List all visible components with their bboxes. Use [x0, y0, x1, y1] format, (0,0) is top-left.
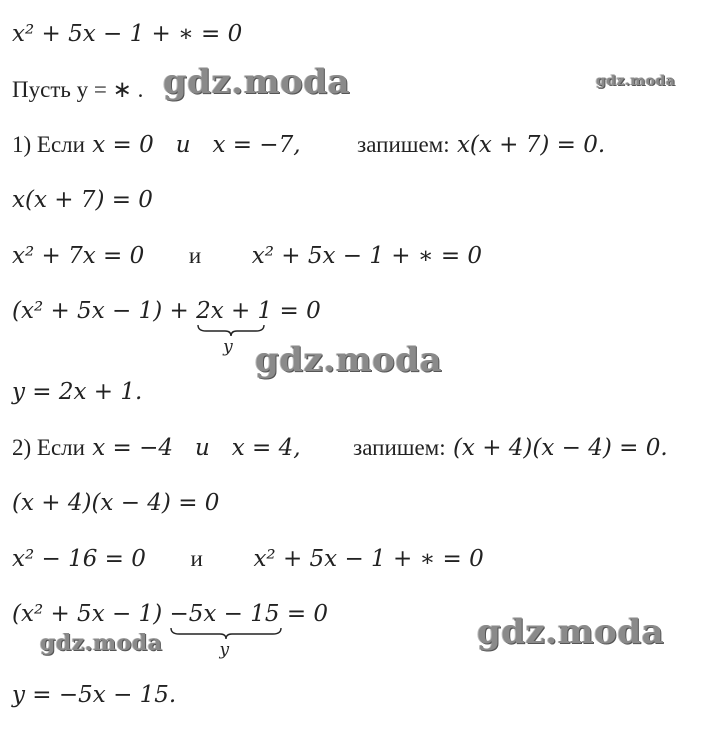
watermark-logo: gdz.moda — [255, 340, 443, 380]
case-2-write-label: запишем: — [353, 435, 446, 460]
equation-pair-2 — [12, 545, 484, 573]
watermark-logo-small: gdz.moda — [596, 73, 676, 89]
case-2-step: 2) Если — [12, 435, 85, 460]
case-1-heading — [12, 131, 605, 159]
case-1-step: 1) Если — [12, 132, 85, 157]
braced-1-suffix: = 0 — [272, 298, 321, 324]
watermark-logo: gdz.moda — [40, 630, 163, 656]
equation-product-1: x(x + 7) = 0 — [12, 187, 153, 213]
case-1-write-expr: x(x + 7) = 0. — [456, 132, 606, 158]
braced-1-group — [196, 297, 273, 357]
braced-2-suffix: = 0 — [279, 601, 329, 627]
braced-1-term: 2x + 1 — [196, 298, 273, 324]
equation-braced-1 — [12, 297, 321, 357]
case-1-write-label: запишем: — [357, 132, 450, 157]
equation-line-1: x² + 5x − 1 + ∗ = 0 — [12, 21, 243, 47]
result-1: y = 2x + 1. — [12, 379, 143, 405]
case-1-condition: x = 0 и x = −7, — [92, 132, 301, 158]
pair-2-and: и — [190, 546, 203, 571]
case-2-write-expr: (x + 4)(x − 4) = 0. — [452, 435, 668, 461]
pair-2-right: x² + 5x − 1 + ∗ = 0 — [253, 546, 484, 572]
brace-1-label: y — [223, 337, 233, 357]
result-2: y = −5x − 15. — [12, 682, 177, 708]
let-text: Пусть y = ∗ . — [12, 77, 144, 102]
braced-2-term: −5x − 15 — [169, 601, 280, 627]
watermark-logo: gdz.moda — [163, 62, 351, 102]
case-2-condition: x = −4 и x = 4, — [92, 435, 301, 461]
brace-2-label: y — [219, 640, 230, 660]
braced-2-prefix: (x² + 5x − 1) — [12, 601, 170, 627]
equation-product-2: (x + 4)(x − 4) = 0 — [12, 490, 220, 516]
braced-2-group — [169, 600, 280, 660]
watermark-logo: gdz.moda — [477, 612, 665, 652]
pair-1-right: x² + 5x − 1 + ∗ = 0 — [251, 243, 483, 269]
pair-1-left: x² + 7x = 0 — [12, 243, 145, 269]
case-2-heading — [12, 434, 668, 462]
pair-1-and: и — [188, 243, 202, 268]
let-statement — [12, 76, 143, 104]
equation-pair-1 — [12, 242, 482, 270]
pair-2-left: x² − 16 = 0 — [12, 546, 146, 572]
braced-1-prefix: (x² + 5x − 1) + — [12, 298, 197, 324]
